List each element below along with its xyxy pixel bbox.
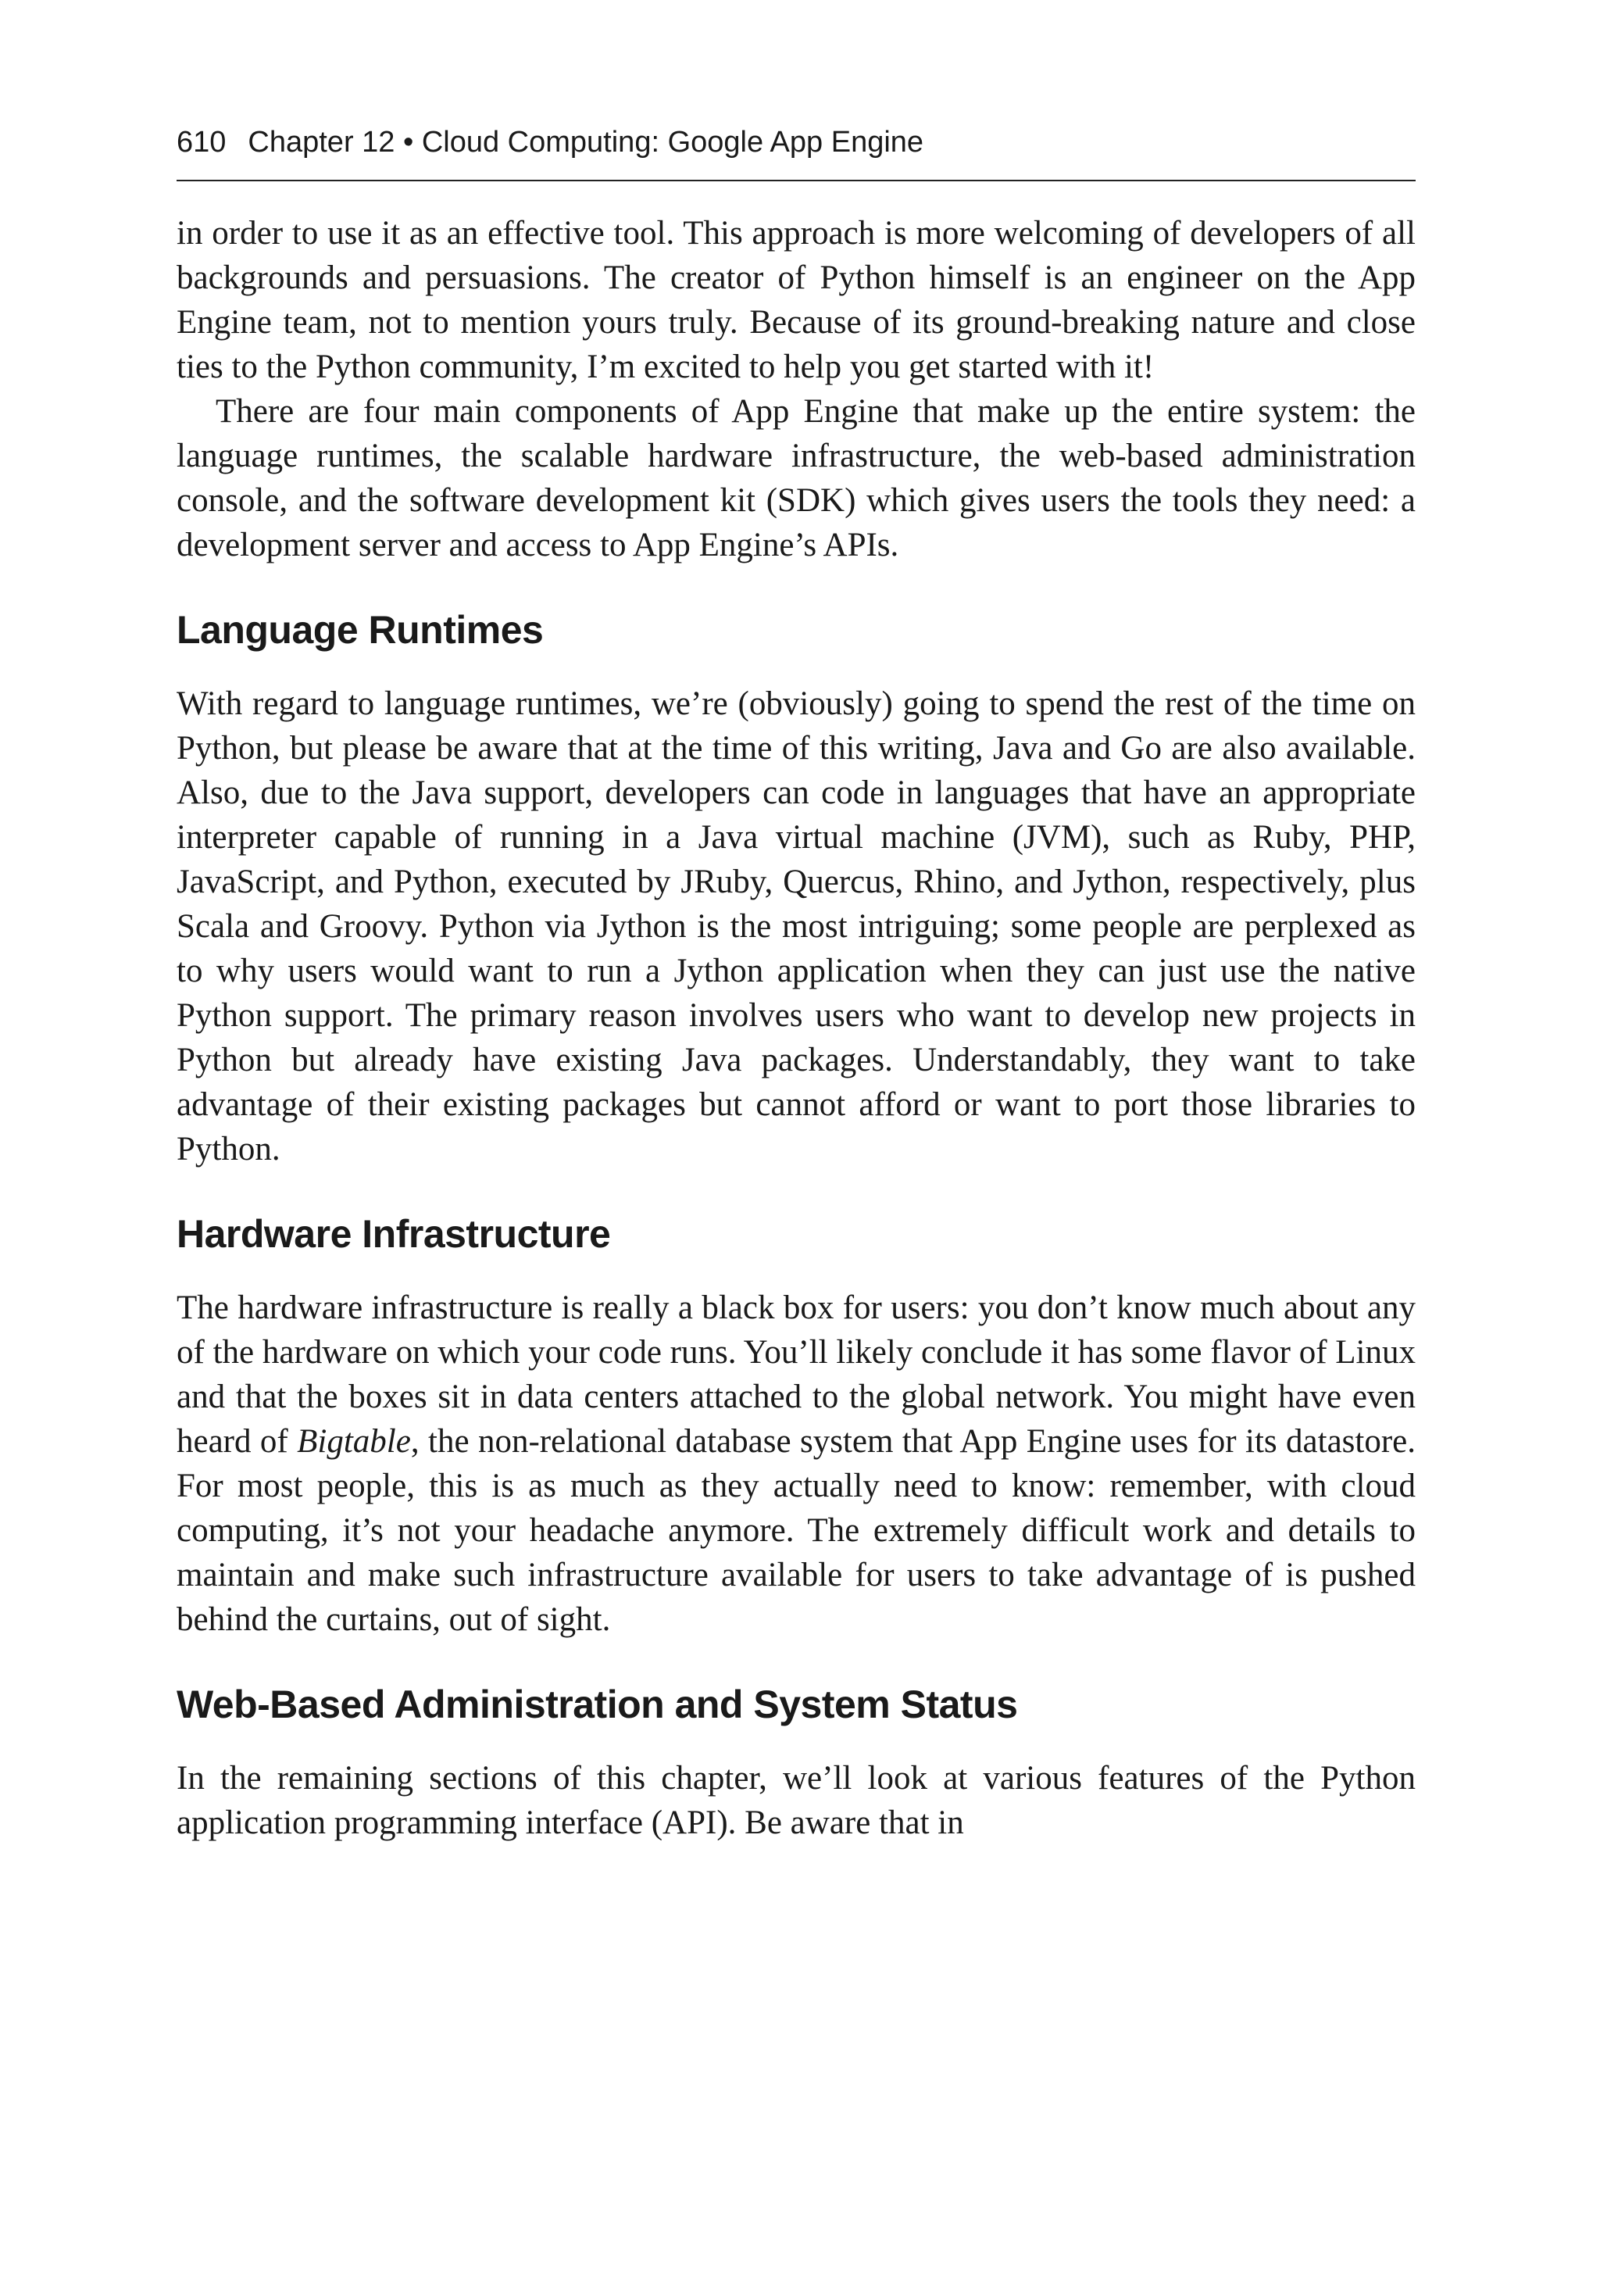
intro-paragraph-1: in order to use it as an effective tool. This approach is more welcoming of developers of all backgrounds and persuasions. The creator of Python himself is an engineer on the App Engine team, not to mention yours truly. Because of its ground-breaking nature and close ties to the Python community, I’m excited to help you get started with it! bbox=[177, 215, 1416, 385]
hardware-paragraph bbox=[177, 1286, 1416, 1642]
admin-paragraph: In the remaining sections of this chapter, we’ll look at various features of the Python application programming interface (API). Be aware that in bbox=[177, 1760, 1416, 1841]
hardware-text-after: , the non-relational database system that App Engine uses for its datastore. For most people, this is as much as they actually need to know: remember, with cloud computing, it’s not your headache anymore. The extremely difficult work and details to maintain and make such infrastructure available for users to take advantage of is pushed behind the curtains, out of sight. bbox=[177, 1423, 1416, 1638]
running-title: Chapter 12 • Cloud Computing: Google App Engine bbox=[248, 126, 924, 159]
bigtable-term: Bigtable bbox=[297, 1423, 411, 1460]
heading-hardware-infrastructure: Hardware Infrastructure bbox=[177, 1212, 611, 1256]
page-number: 610 bbox=[177, 126, 227, 159]
book-page bbox=[177, 117, 1416, 1845]
heading-language-runtimes: Language Runtimes bbox=[177, 608, 544, 652]
runtimes-paragraph: With regard to language runtimes, we’re (obviously) going to spend the rest of the time on Python, but please be aware that at the time of this writing, Java and Go are also available. Also, due to the Java support, developers can code in languages that have an appropriate interpreter capable of running in a Java virtual machine (JVM), such as Ruby, PHP, JavaScript, and Python, executed by JRuby, Quercus, Rhino, and Jython, respectively, plus Scala and Groovy. Python via Jython is the most intriguing; some people are perplexed as to why users would want to run a Jython application when they can just use the native Python support. The primary reason involves users who want to develop new projects in Python but already have existing Java packages. Understandably, they want to take advantage of their existing packages but cannot afford or want to port those libraries to Python. bbox=[177, 685, 1416, 1168]
hardware-text-before: The hardware infrastructure is really a black box for users: you don’t know much about any of the hardware on which your code runs. You’ll likely conclude it has some flavor of Linux and that the boxes sit in data centers attached to the global network. You might have even heard of bbox=[177, 1289, 1416, 1460]
page-body bbox=[177, 181, 1416, 1845]
running-head bbox=[177, 117, 1416, 181]
heading-web-admin: Web-Based Administration and System Status bbox=[177, 1683, 1018, 1726]
intro-paragraph-2: There are four main components of App Engine that make up the entire system: the language runtimes, the scalable hardware infrastructure, the web-based administration console, and the software development kit (SDK) which gives users the tools they need: a development server and access to App Engine’s APIs. bbox=[177, 393, 1416, 563]
